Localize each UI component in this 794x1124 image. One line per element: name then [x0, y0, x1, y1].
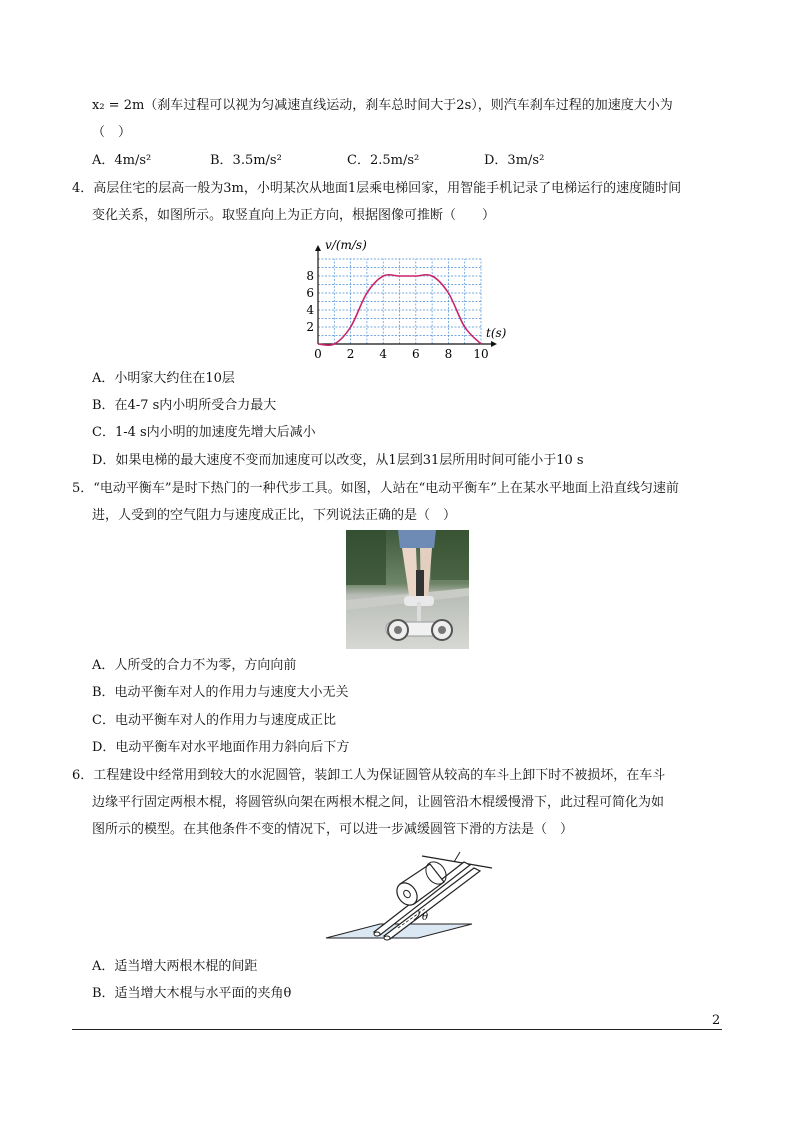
- x-tick-label: 6: [411, 347, 420, 361]
- q4-option-a[interactable]: A．小明家大约住在10层: [92, 371, 235, 386]
- q3-option-b[interactable]: B．3.5m/s²: [210, 153, 282, 168]
- q6-option-b[interactable]: B．适当增大木棍与水平面的夹角θ: [92, 986, 292, 1001]
- x-axis-arrow: [491, 341, 497, 347]
- q6-text-line2: 边缘平行固定两根木棍，将圆管纵向架在两根木棍之间，让圆管沿木棍缓慢滑下，此过程可简化为如: [92, 795, 665, 810]
- q5-option-d[interactable]: D．电动平衡车对水平地面作用力斜向后下方: [92, 740, 350, 755]
- footer-rule: [72, 1029, 722, 1030]
- q5-text-line1: 5．“电动平衡车”是时下热门的一种代步工具。如图，人站在“电动平衡车”上在某水平地面上沿直线匀速前: [72, 481, 679, 496]
- q4-option-c[interactable]: C．1-4 s内小明的加速度先增大后减小: [92, 425, 316, 440]
- page-number: 2: [712, 1013, 721, 1028]
- x-tick-label: 8: [444, 347, 453, 361]
- y-tick-label: 6: [306, 286, 314, 300]
- y-tick-label: 8: [306, 269, 314, 283]
- x-tick-label: 2: [346, 347, 355, 361]
- balance-scooter-photo: [346, 530, 469, 649]
- q4-text-line2: 变化关系，如图所示。取竖直向上为正方向，根据图像可推断（ ）: [92, 208, 496, 223]
- q4-text-line1: 4．高层住宅的层高一般为3m，小明某次从地面1层乘电梯回家，用智能手机记录了电梯运行的速度随时间: [72, 181, 682, 196]
- q6-text-line3: 图所示的模型。在其他条件不变的情况下，可以进一步减缓圆管下滑的方法是（ ）: [92, 822, 574, 837]
- q3-option-d[interactable]: D．3m/s²: [484, 153, 545, 168]
- q3-option-a[interactable]: A．4m/s²: [92, 153, 152, 168]
- chart-xlabel: t(s): [486, 326, 507, 340]
- chart-ticks: [306, 269, 488, 361]
- q6-text-line1: 6．工程建设中经常用到较大的水泥圆管，装卸工人为保证圆管从较高的车斗上卸下时不被损坏，在车斗: [72, 768, 666, 783]
- y-tick-label: 4: [306, 303, 314, 317]
- y-axis-arrow: [315, 245, 321, 251]
- chart-axes: [315, 245, 497, 347]
- q3-option-c[interactable]: C．2.5m/s²: [347, 153, 420, 168]
- y-tick-label: 2: [306, 320, 314, 334]
- q5-option-c[interactable]: C．电动平衡车对人的作用力与速度成正比: [92, 713, 336, 728]
- angle-theta-label: θ: [422, 912, 429, 923]
- q5-text-line2: 进，人受到的空气阻力与速度成正比，下列说法正确的是（ ）: [92, 508, 457, 523]
- x-tick-label: 4: [379, 347, 388, 361]
- q6-option-a[interactable]: A．适当增大两根木棍的间距: [92, 959, 258, 974]
- chart-ylabel: v/(m/s): [325, 238, 367, 252]
- q5-option-a[interactable]: A．人所受的合力不为零，方向向前: [92, 658, 297, 673]
- q4-option-d[interactable]: D．如果电梯的最大速度不变而加速度可以改变，从1层到31层所用时间可能小于10 s: [92, 453, 584, 468]
- q3-text-line1: x₂ = 2m（刹车过程可以视为匀减速直线运动，刹车总时间大于2s），则汽车刹车过程的加速度大小为: [92, 98, 673, 113]
- chart-grid: [318, 259, 481, 344]
- q5-option-b[interactable]: B．电动平衡车对人的作用力与速度大小无关: [92, 685, 349, 700]
- x-tick-label: 0: [314, 347, 322, 361]
- q4-option-b[interactable]: B．在4-7 s内小明所受合力最大: [92, 398, 277, 413]
- velocity-time-chart: [300, 232, 515, 362]
- q3-text-line2: （ ）: [92, 125, 132, 140]
- pipe-on-rods-diagram: [322, 848, 494, 948]
- x-tick-label: 10: [473, 347, 489, 361]
